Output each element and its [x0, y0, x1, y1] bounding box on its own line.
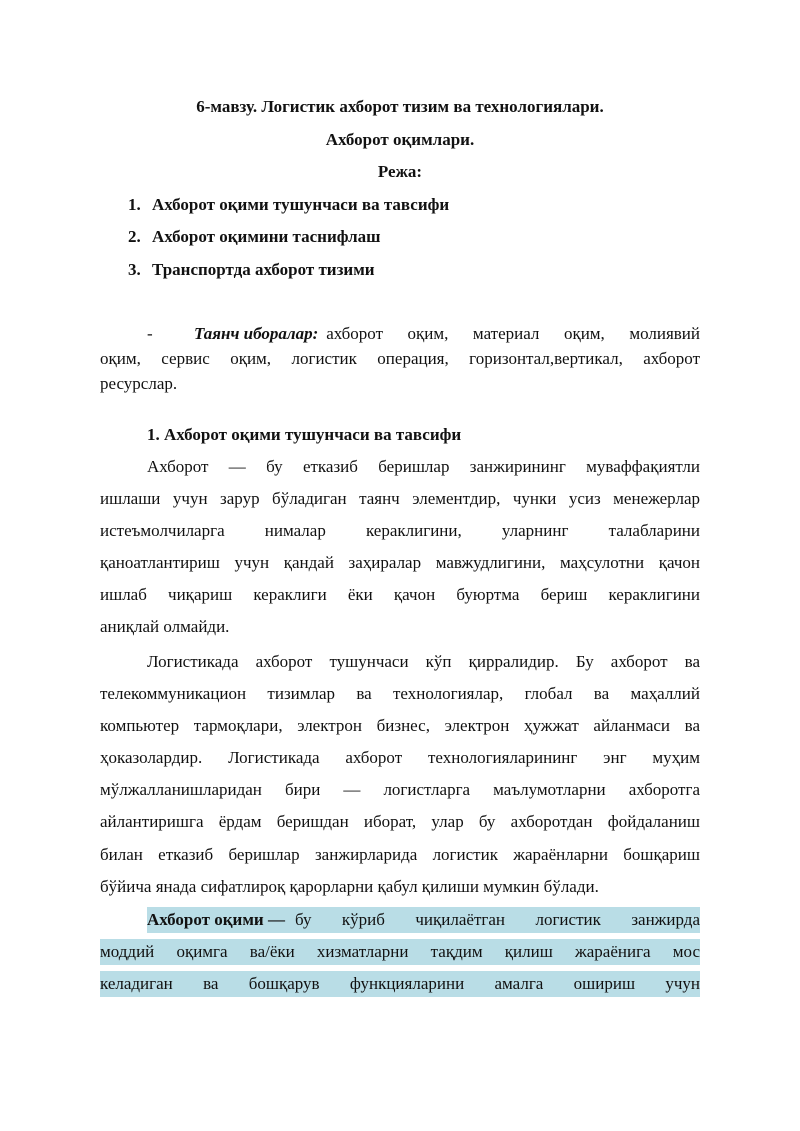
plan-item-text: Транспортда ахборот тизими — [152, 260, 375, 279]
paragraph-line: келадиган ва бошқарув функцияларини амалга ошириш учун — [100, 974, 700, 993]
plan-item — [128, 195, 449, 215]
paragraph-line — [147, 910, 700, 930]
paragraph-line: ҳоказолардир. Логистикада ахборот технологияларининг энг муҳим — [100, 748, 700, 767]
keywords-label: Таянч иборалар: — [194, 324, 319, 343]
plan-item-number: 3. — [128, 260, 141, 279]
plan-heading: Режа: — [377, 162, 423, 181]
keywords-line-3: ресурслар. — [100, 374, 178, 393]
paragraph-line: моддий оқимга ва/ёки хизматларни тақдим қилиш жараёнига мос — [100, 942, 700, 961]
paragraph-line: айлантиришга ёрдам беришдан иборат, улар бу ахборотдан фойдаланиш — [100, 812, 700, 831]
plan-item-number: 2. — [128, 227, 141, 246]
defined-term: Ахборот оқими — — [147, 910, 285, 929]
paragraph-line: ишлаб чиқариш кераклиги ёки қачон буюртма бериш кераклигини — [100, 585, 700, 604]
paragraph-line: мўлжалланишларидан бири — логистларга маълумотларни ахборотга — [100, 780, 700, 799]
paragraph-line: телекоммуникацион тизимлар ва технологиялар, глобал ва маҳаллий — [100, 684, 700, 703]
paragraph-line: Ахборот — бу етказиб беришлар занжирининг муваффақиятли — [147, 457, 700, 476]
keywords-line-2: оқим, сервис оқим, логистик операция, горизонтал,вертикал, ахборот — [100, 349, 700, 368]
section-heading: 1. Ахборот оқими тушунчаси ва тавсифи — [147, 425, 462, 444]
definition-text: бу кўриб чиқилаётган логистик занжирда — [294, 910, 700, 929]
paragraph-line: компьютер тармоқлари, электрон бизнес, электрон ҳужжат айланмаси ва — [100, 716, 700, 735]
plan-item — [128, 227, 380, 247]
paragraph-line: қаноатлантириш учун қандай заҳиралар мавжудлигини, маҳсулотни қачон — [100, 553, 700, 572]
topic-subtitle: Ахборот оқимлари. — [325, 130, 475, 149]
paragraph-line: билан етказиб беришлар занжирларида логистик жараёнларни бошқариш — [100, 845, 700, 864]
keywords-dash: - — [147, 324, 153, 343]
keywords-line-1 — [194, 324, 700, 344]
paragraph-line: Логистикада ахборот тушунчаси кўп қирралидир. Бу ахборот ва — [147, 652, 700, 671]
keywords-text: ахборот оқим, материал оқим, молиявий — [326, 324, 700, 343]
topic-title: 6-мавзу. Логистик ахборот тизим ва технологиялари. — [196, 97, 604, 116]
plan-item-text: Ахборот оқими тушунчаси ва тавсифи — [152, 195, 450, 214]
plan-item — [128, 260, 375, 280]
paragraph-line: ишлаши учун зарур бўладиган таянч элементдир, чунки усиз менежерлар — [100, 489, 700, 508]
plan-item-text: Ахборот оқимини таснифлаш — [152, 227, 381, 246]
plan-item-number: 1. — [128, 195, 141, 214]
paragraph-line: аниқлай олмайди. — [100, 617, 230, 636]
paragraph-line: бўйича янада сифатлироқ қарорларни қабул қилиши мумкин бўлади. — [100, 877, 599, 896]
paragraph-line: истеъмолчиларга нималар кераклигини, уларнинг талабларини — [100, 521, 700, 540]
